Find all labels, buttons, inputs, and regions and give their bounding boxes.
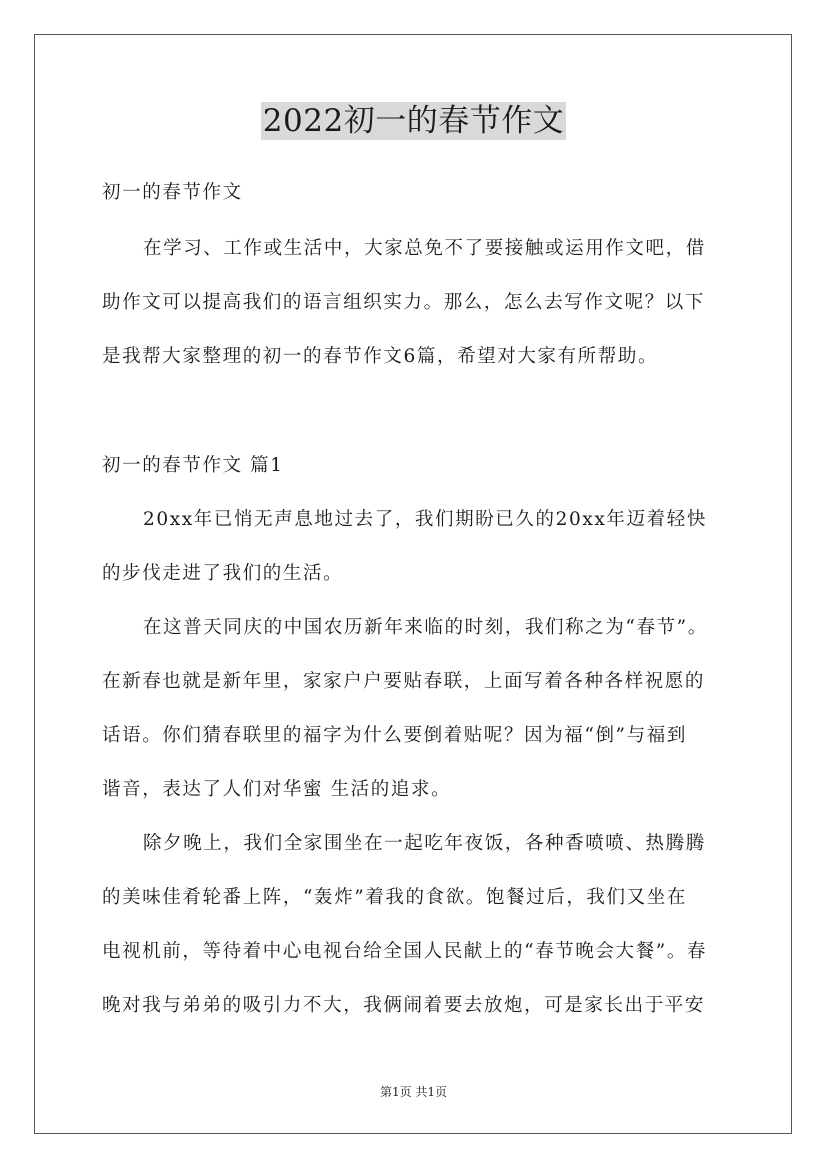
subtitle: 初一的春节作文 [102,182,243,203]
body-line-2: 的步伐走进了我们的生活。 [102,563,344,584]
body-line-5: 话语。你们猜春联里的福字为什么要倒着贴呢？因为福“倒”与福到 [102,725,687,746]
section-heading: 初一的春节作文 篇1 [102,455,284,476]
body-line-8: 的美味佳肴轮番上阵，“轰炸”着我的食欲。饱餐过后，我们又坐在 [102,887,687,908]
intro-line-1: 在学习、工作或生活中，大家总免不了要接触或运用作文吧，借 [143,238,706,259]
intro-line-2: 助作文可以提高我们的语言组织实力。那么，怎么去写作文呢？以下 [102,292,706,313]
document-title: 2022初一的春节作文 [262,103,565,139]
body-line-10: 晚对我与弟弟的吸引力不大，我俩闹着要去放炮，可是家长出于平安 [102,995,706,1016]
body-line-7: 除夕晚上，我们全家围坐在一起吃年夜饭，各种香喷喷、热腾腾 [143,833,706,854]
intro-line-3: 是我帮大家整理的初一的春节作文6篇，希望对大家有所帮助。 [102,346,659,367]
body-line-3: 在这普天同庆的中国农历新年来临的时刻，我们称之为“春节”。 [143,617,708,638]
title-container [0,102,827,140]
body-line-6: 谐音，表达了人们对华蜜 生活的追求。 [102,779,452,800]
body-line-4: 在新春也就是新年里，家家户户要贴春联，上面写着各种各样祝愿的 [102,671,706,692]
body-line-1: 20xx年已悄无声息地过去了，我们期盼已久的20xx年迈着轻快 [143,509,707,530]
body-line-9: 电视机前，等待着中心电视台给全国人民献上的“春节晚会大餐”。春 [102,941,708,962]
page-footer: 第1页 共1页 [379,1085,448,1099]
